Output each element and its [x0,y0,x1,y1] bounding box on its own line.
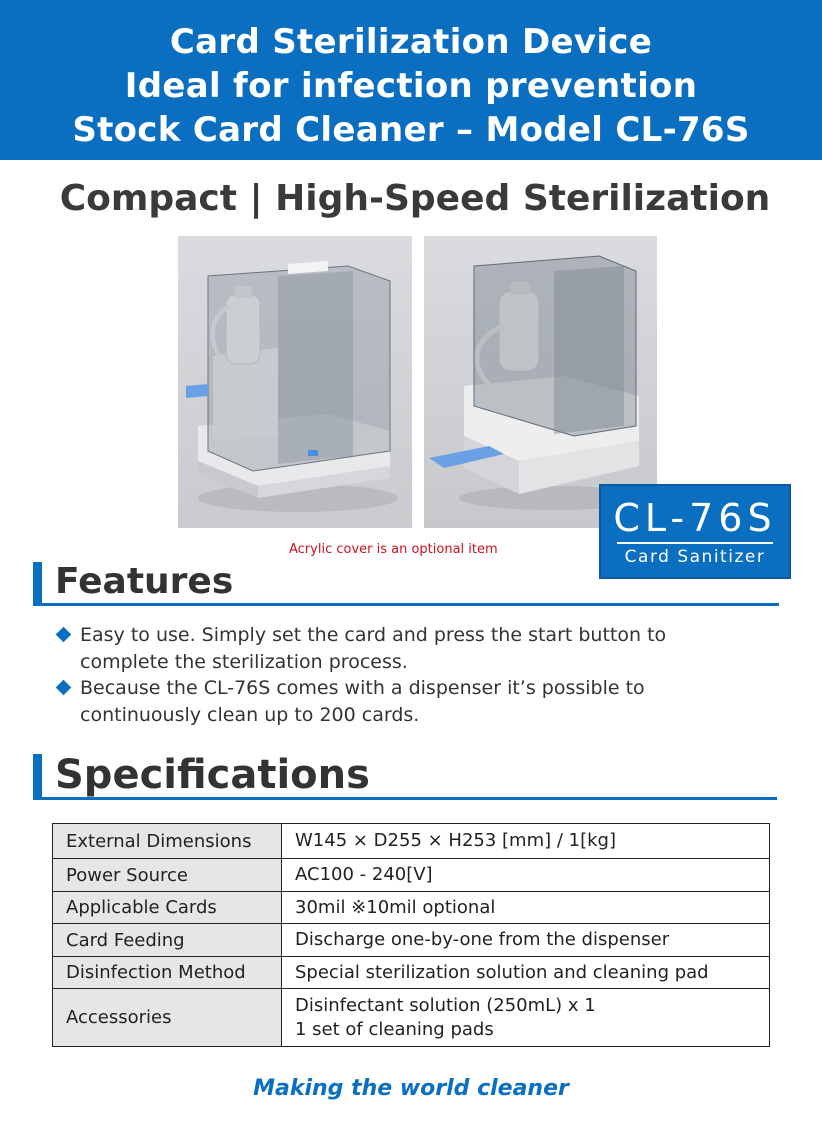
features-list [58,622,778,728]
spec-key: External Dimensions [53,824,282,859]
spec-value: Special sterilization solution and cleaning pad [282,957,770,989]
header-banner [0,0,822,160]
header-title-line1: Card Sterilization Device [169,22,653,62]
footer-slogan: Making the world cleaner [253,1076,569,1101]
feature-text-line2: continuously clean up to 200 cards. [80,703,420,726]
table-row [53,859,770,892]
specifications-title: Specifications [55,752,370,798]
spec-value: W145 × D255 × H253 [mm] / 1[kg] [282,824,770,859]
features-title: Features [55,561,234,602]
acrylic-cover-caption: Acrylic cover is an optional item [289,542,498,557]
spec-value-line1: Disinfectant solution (250mL) x 1 [295,994,596,1016]
feature-text-line1: Easy to use. Simply set the card and press the start button to [80,624,667,646]
feature-text-line2: complete the sterilization process. [80,650,408,673]
table-row [53,824,770,859]
specifications-heading [33,752,777,800]
spec-value-line2: 1 set of cleaning pads [295,1018,494,1040]
spec-value: Discharge one-by-one from the dispenser [282,924,770,957]
badge-divider [617,542,773,544]
spec-key: Card Feeding [53,924,282,957]
spec-key: Applicable Cards [53,892,282,924]
feature-text-line1: Because the CL-76S comes with a dispenser it’s possible to [80,677,645,699]
badge-subtitle: Card Sanitizer [624,547,766,567]
diamond-bullet-icon [56,680,72,696]
spec-value: 30mil ※10mil optional [282,892,770,924]
features-heading-bar [33,562,42,603]
spec-key: Disinfection Method [53,957,282,989]
diamond-bullet-icon [56,627,72,643]
spec-key: Accessories [53,989,282,1047]
table-row [53,957,770,989]
table-row [53,892,770,924]
spec-value [282,989,770,1047]
table-row [53,989,770,1047]
product-photo-front [178,236,412,528]
feature-item [58,622,778,675]
table-row [53,924,770,957]
device-front-illustration [178,236,412,528]
subtitle: Compact | High-Speed Sterilization [59,178,771,219]
feature-item [58,675,778,728]
specifications-heading-bar [33,754,42,797]
spec-key: Power Source [53,859,282,892]
header-title-line2: Ideal for infection prevention [124,66,698,106]
specifications-table [52,823,770,1047]
features-heading [33,560,779,606]
header-title-line3: Stock Card Cleaner – Model CL-76S [72,110,750,150]
badge-model-name: CL-76S [613,496,777,540]
spec-value: AC100 - 240[V] [282,859,770,892]
